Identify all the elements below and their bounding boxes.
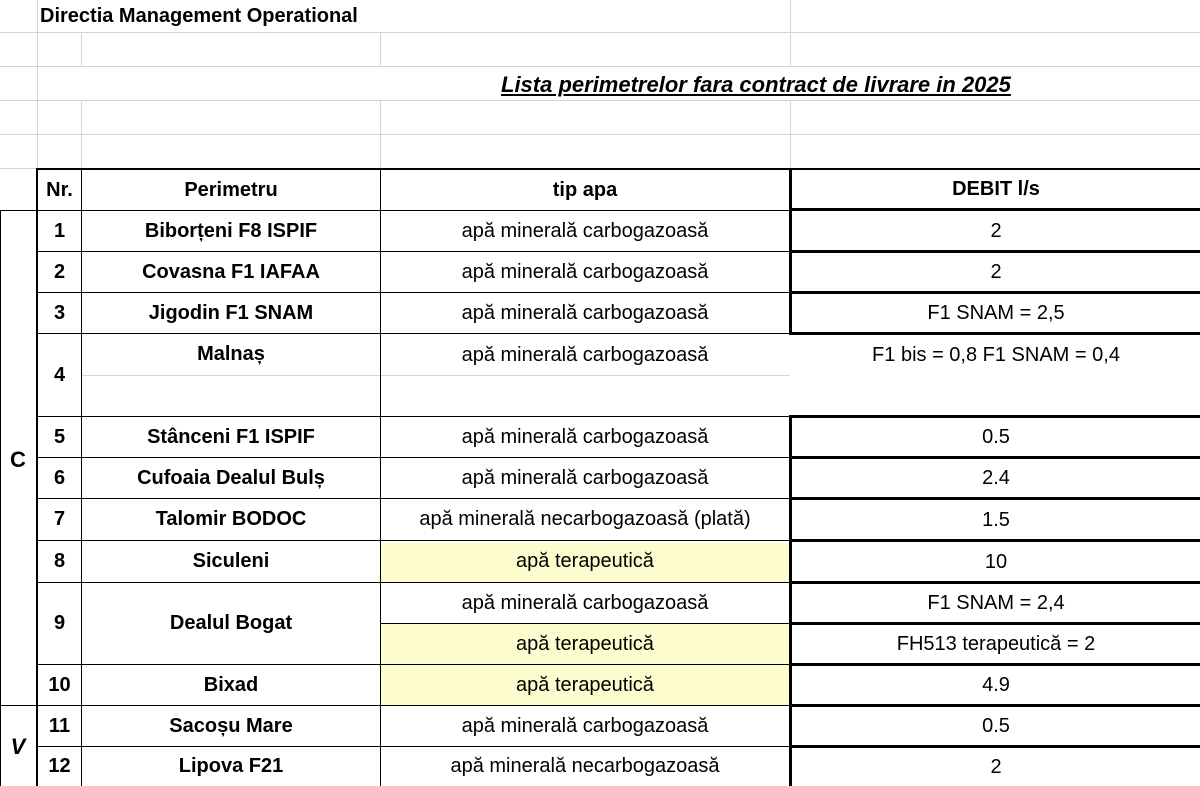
row-tip-apa: apă minerală carbogazoasă [461, 425, 709, 448]
row-nr: 3 [53, 301, 66, 324]
group-label-c: C [10, 447, 26, 472]
gridline [0, 66, 1200, 67]
row-debit: 1.5 [982, 508, 1010, 531]
row-tip-apa: apă minerală carbogazoasă [461, 466, 709, 489]
row-perimetru: Bixad [203, 673, 259, 696]
gridline [0, 100, 1200, 101]
row-nr: 1 [53, 219, 66, 242]
row-nr: 8 [53, 550, 66, 572]
row-tip-apa: apă minerală necarbogazoasă [450, 755, 720, 777]
row-tip-apa: apă minerală carbogazoasă [461, 301, 709, 324]
row-perimetru: Talomir BODOC [155, 508, 307, 530]
row-tip-apa: apă minerală carbogazoasă [461, 343, 709, 366]
row-tip-apa: apă terapeutică [516, 632, 654, 655]
row-nr: 5 [53, 425, 66, 448]
row-tip-apa: apă minerală carbogazoasă [461, 219, 709, 242]
gridline [37, 0, 38, 168]
gridline [380, 100, 381, 168]
row-nr: 10 [48, 673, 71, 696]
row-debit: 2 [990, 260, 1002, 283]
row-perimetru: Cufoaia Dealul Bulș [137, 466, 325, 489]
row-perimetru: Stânceni F1 ISPIF [147, 425, 315, 448]
row-tip-apa: apă minerală carbogazoasă [461, 591, 709, 614]
row-debit: 2.4 [982, 467, 1010, 489]
column-header-nr: Nr. [46, 178, 73, 201]
column-header-debit: DEBIT l/s [952, 177, 1040, 200]
row-debit: FH513 terapeutică = 2 [896, 632, 1096, 655]
row-debit: 2 [990, 219, 1002, 242]
row-debit: F1 bis = 0,8 F1 SNAM = 0,4 [872, 343, 1120, 366]
row-perimetru: Sacoșu Mare [169, 714, 293, 737]
row-tip-apa: apă terapeutică [516, 673, 654, 696]
row-nr: 12 [48, 755, 71, 777]
row-nr: 7 [53, 508, 66, 530]
gridline [0, 134, 1200, 135]
row-perimetru: Biborțeni F8 ISPIF [144, 219, 318, 242]
row-perimetru: Siculeni [192, 550, 270, 572]
row-perimetru: Malnaș [197, 342, 265, 365]
department-title: Directia Management Operational [40, 4, 358, 27]
gridline [0, 168, 37, 169]
gridline [790, 100, 791, 168]
row-debit: 10 [984, 550, 1008, 573]
row-nr: 2 [53, 260, 66, 283]
row-nr: 9 [53, 612, 66, 634]
row-perimetru: Jigodin F1 SNAM [148, 301, 314, 324]
row-tip-apa: apă terapeutică [516, 550, 654, 572]
row-nr: 6 [53, 466, 66, 489]
row-nr: 4 [53, 363, 66, 386]
row-debit: 2 [990, 755, 1002, 778]
row-debit: 0.5 [982, 426, 1010, 448]
row-debit: 4.9 [982, 673, 1010, 696]
row-perimetru: Lipova F21 [178, 755, 284, 777]
group-label-v: V [10, 734, 26, 759]
gridline [0, 32, 1200, 33]
gridline [790, 0, 791, 66]
column-header-perimetru: Perimetru [184, 178, 278, 201]
gridline [81, 375, 790, 376]
column-header-tip-apa: tip apa [552, 178, 618, 201]
row-debit: F1 SNAM = 2,5 [927, 301, 1065, 324]
list-title: Lista perimetrelor fara contract de livrare in 2025 [501, 72, 1011, 97]
gridline [81, 33, 82, 66]
row-debit: F1 SNAM = 2,4 [927, 591, 1065, 614]
row-perimetru: Dealul Bogat [169, 612, 293, 634]
row-tip-apa: apă minerală carbogazoasă [461, 714, 709, 737]
gridline [380, 33, 381, 66]
gridline [81, 100, 82, 168]
row-nr: 11 [48, 714, 71, 737]
row-debit: 0.5 [982, 714, 1010, 737]
row-perimetru: Covasna F1 IAFAA [142, 260, 320, 283]
table-border [0, 210, 1, 786]
row-tip-apa: apă minerală necarbogazoasă (plată) [419, 508, 751, 530]
row-tip-apa: apă minerală carbogazoasă [461, 260, 709, 283]
